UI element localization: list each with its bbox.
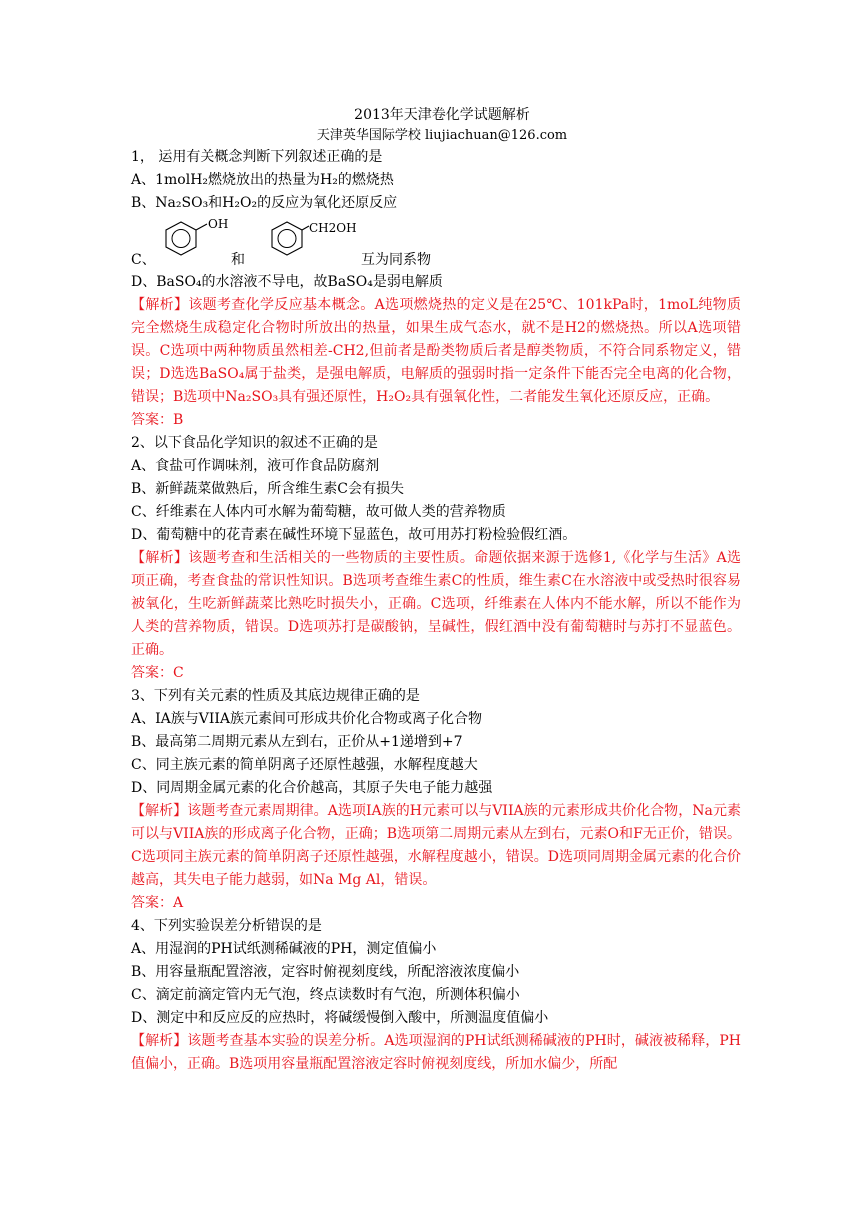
benzyl-alcohol-structure-icon xyxy=(267,217,357,263)
q4-stem: 4、下列实验误差分析错误的是 xyxy=(131,918,322,934)
q1-stem: 1， 运用有关概念判断下列叙述正确的是 xyxy=(131,149,383,165)
q2-analysis: 【解析】该题考查和生活相关的一些物质的主要性质。命题依据来源于选修1,《化学与生活》A选项正确，考查食盐的常识性知识。B选项考查维生素C的性质，维生素C在水溶液中或受热时很容易被氧化，生吃新鲜蔬菜比熟吃时损失小，正确。C选项，纤维素在人体内不能水解，所以不能作为人类的营养物质，错误。D选项苏打是碳酸钠，呈碱性，假红酒中没有葡萄糖时与苏打不显蓝色。正确。 xyxy=(131,550,741,658)
q2-answer: 答案：C xyxy=(131,665,184,681)
phenol-structure-icon xyxy=(161,217,231,263)
benzyl-ch2oh-label: CH2OH xyxy=(309,221,357,235)
q4-option-b: B、用容量瓶配置溶液，定容时俯视刻度线，所配溶液浓度偏小 xyxy=(131,964,520,980)
q1-answer: 答案：B xyxy=(131,412,184,428)
q3-option-c: C、同主族元素的简单阴离子还原性越强，水解程度越大 xyxy=(131,757,478,773)
doc-title: 2013年天津卷化学试题解析 xyxy=(354,107,530,123)
q3-stem: 3、下列有关元素的性质及其底边规律正确的是 xyxy=(131,688,420,704)
q1-option-c-suffix: 互为同系物 xyxy=(361,252,431,268)
q1-option-d: D、BaSO₄的水溶液不导电，故BaSO₄是弱电解质 xyxy=(131,274,443,290)
q3-analysis: 【解析】该题考查元素周期律。A选项IA族的H元素可以与VIIA族的元素形成共价化合物，Na元素可以与VIIA族的形成离子化合物，正确；B选项第二周期元素从左到右，元素O和F无正价，错误。C选项同主族元素的简单阴离子还原性越强，水解程度越小，错误。D选项同周期金属元素的化合价越高，其失电子能力越弱，如Na Mg Al，错误。 xyxy=(131,803,741,888)
q3-option-a: A、IA族与VIIA族元素间可形成共价化合物或离子化合物 xyxy=(131,711,483,727)
q2-stem: 2、以下食品化学知识的叙述不正确的是 xyxy=(131,435,378,451)
q1-analysis: 【解析】该题考查化学反应基本概念。A选项燃烧热的定义是在25℃、101kPa时，1moL纯物质完全燃烧生成稳定化合物时所放出的热量，如果生成气态水，就不是H2的燃烧热。所以A选项错误。C选项中两种物质虽然相差-CH2,但前者是酚类物质后者是醇类物质，不符合同系物定义，错误；D选选BaSO₄属于盐类，是强电解质，电解质的强弱时指一定条件下能否完全电离的化合物，错误；B选项中Na₂SO₃具有强还原性，H₂O₂具有强氧化性，二者能发生氧化还原反应，正确。 xyxy=(131,297,741,405)
q1-option-c xyxy=(131,215,741,271)
q2-option-a: A、食盐可作调味剂，液可作食品防腐剂 xyxy=(131,458,380,474)
q3-option-b: B、最高第二周期元素从左到右，正价从+1递增到+7 xyxy=(131,734,463,750)
q3-option-d: D、同周期金属元素的化合价越高，其原子失电子能力越强 xyxy=(131,780,493,796)
q4-option-c: C、滴定前滴定管内无气泡，终点读数时有气泡，所测体积偏小 xyxy=(131,987,520,1003)
q3-answer: 答案：A xyxy=(131,895,184,911)
q2-option-b: B、新鲜蔬菜做熟后，所含维生素C会有损失 xyxy=(131,481,404,497)
doc-subtitle: 天津英华国际学校 liujiachuan@126.com xyxy=(316,128,568,143)
phenol-oh-label: OH xyxy=(208,217,229,231)
q4-option-a: A、用湿润的PH试纸测稀碱液的PH，测定值偏小 xyxy=(131,941,437,957)
q2-option-c: C、纤维素在人体内可水解为葡萄糖，故可做人类的营养物质 xyxy=(131,504,506,520)
q1-option-a: A、1molH₂燃烧放出的热量为H₂的燃烧热 xyxy=(131,172,394,188)
q2-option-d: D、葡萄糖中的花青素在碱性环境下显蓝色，故可用苏打粉检验假红酒。 xyxy=(131,527,577,543)
q4-analysis: 【解析】该题考查基本实验的误差分析。A选项湿润的PH试纸测稀碱液的PH时，碱液被稀释，PH值偏小，正确。B选项用容量瓶配置溶液定容时俯视刻度线，所加水偏少，所配 xyxy=(131,1033,741,1072)
q1-option-b: B、Na₂SO₃和H₂O₂的反应为氧化还原反应 xyxy=(131,195,398,211)
q1-option-c-prefix: C、 xyxy=(131,252,156,268)
document-page xyxy=(131,100,741,1076)
q4-option-d: D、测定中和反应反的应热时，将碱缓慢倒入酸中，所测温度值偏小 xyxy=(131,1010,549,1026)
q1-option-c-and: 和 xyxy=(231,252,245,268)
